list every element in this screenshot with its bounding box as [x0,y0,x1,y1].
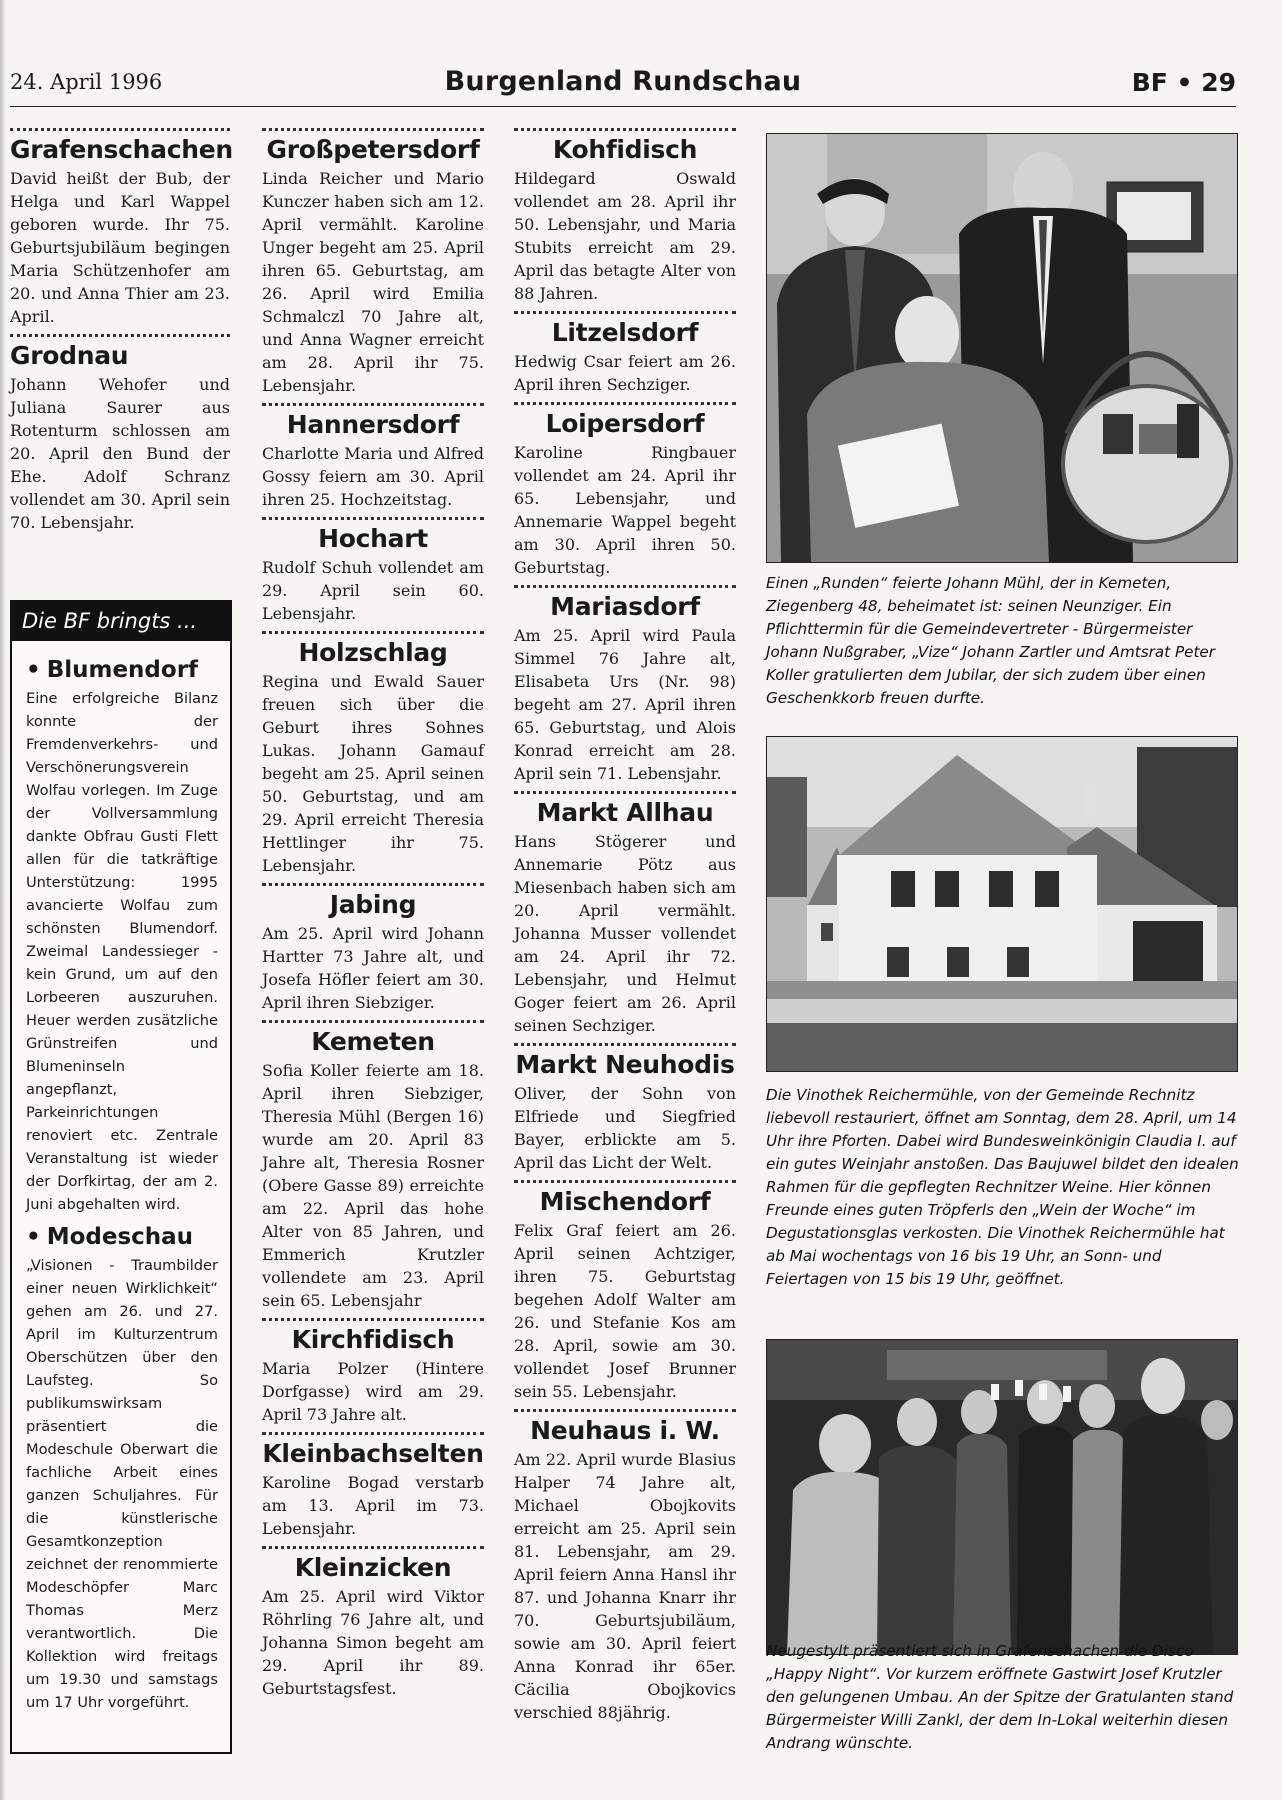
column-3 [514,128,736,1730]
town-heading: Litzelsdorf [551,318,699,347]
town-heading: Neuhaus i. W. [530,1416,720,1445]
photo-caption-birthday: Einen „Runden“ feierte Johann Mühl, der in Kemeten, Ziegenberg 48, beheimatet ist: seinen Neunziger. Ein Pflichttermin für die Gemeindevertreter - Bürgermeister Johann Nußgraber, „Vize“ Johann Zartler und Amtsrat Peter Koller gratulierten dem Jubilar, der sich zudem über einen Geschenkkorb freuen durfte. [766,574,1216,707]
entry-kirchfidisch [262,1318,484,1426]
photo-birthday-illustration [767,134,1237,562]
entry-text: Hans Stögerer und Annemarie Pötz aus Miesenbach haben sich am 20. April vermählt. Johanna Musser vollendet am 24. April ihr 72. Lebensjahr, und Helmut Goger feiert am 26. April seinen Sechziger. [514,832,736,1035]
photo-caption-disco: Neugestylt präsentiert sich in Grafenschachen die Disco „Happy Night“. Vor kurzem eröffnete Gastwirt Josef Krutzler den gelungenen Umbau. An der Spitze der Gratulanten stand Bürgermeister Willi Zankl, der dem In-Lokal weiterhin diesen Andrang wünschte. [766,1642,1234,1752]
dotted-divider [514,1409,736,1412]
issue-date: 24. April 1996 [10,70,163,94]
dotted-divider [10,128,230,131]
dotted-divider [262,517,484,520]
dotted-divider [514,1180,736,1183]
town-heading: Grodnau [10,341,129,370]
dotted-divider [514,402,736,405]
bf-bringts-box [10,600,232,1754]
entry-jabing [262,883,484,1014]
town-heading: Markt Neuhodis [515,1050,735,1079]
dotted-divider [262,631,484,634]
entry-kohfidisch [514,128,736,305]
town-heading: Kleinbachselten [262,1439,484,1468]
town-heading: Großpetersdorf [266,135,480,164]
entry-text: Am 25. April wird Viktor Röhrling 76 Jahre alt, und Johanna Simon begeht am 29. April ihr 89. Geburtstagsfest. [262,1587,484,1698]
page-edge [0,0,6,1800]
column-2 [262,128,484,1706]
entry-hochart [262,517,484,625]
town-heading: Mischendorf [539,1187,711,1216]
newspaper-section-title: Burgenland Rundschau [444,66,802,97]
photo-birthday-jubilee [766,133,1238,563]
entry-text: Maria Polzer (Hintere Dorfgasse) wird am 29. April 73 Jahre alt. [262,1359,484,1424]
entry-loipersdorf [514,402,736,579]
entry-markt-allhau [514,791,736,1037]
bullet-icon: • [26,1224,41,1250]
entry-text: Linda Reicher und Mario Kunczer haben sich am 12. April vermählt. Karoline Unger begeht am 25. April ihren 65. Geburtstag, am 26. April wird Emilia Schmalczl 70 Jahre alt, und Anna Wagner erreicht am 28. April ihr 75. Lebensjahr. [262,169,484,395]
entry-text: Am 25. April wird Johann Hartter 73 Jahre alt, und Josefa Höfler feiert am 30. April ihren Siebziger. [262,924,484,1012]
town-heading: Kleinzicken [294,1553,452,1582]
entry-mischendorf [514,1180,736,1403]
entry-text: Hedwig Csar feiert am 26. April ihren Sechziger. [514,352,736,394]
entry-grodnau [10,334,230,534]
box-item-heading [26,1224,218,1250]
box-item-title: Modeschau [46,1224,194,1250]
page-number: BF • 29 [1131,68,1236,97]
box-body [12,641,230,1714]
entry-text: Johann Wehofer und Juliana Saurer aus Rotenturm schlossen am 20. April den Bund der Ehe. Adolf Schranz vollendet am 30. April sein 70. Lebensjahr. [10,375,230,532]
town-heading: Markt Allhau [536,798,714,827]
dotted-divider [514,1043,736,1046]
town-heading: Jabing [329,890,417,919]
dotted-divider [262,1020,484,1023]
dotted-divider [514,128,736,131]
box-item-text: Eine erfolgreiche Bilanz konnte der Fremdenverkehrs- und Verschönerungsverein Wolfau vorlegen. Im Zuge der Vollversammlung dankte Obfrau Gusti Flett allen für die tatkräftige Unterstützung: 1995 avancierte Wolfau zum schönsten Blumendorf. Zweimal Landessieger - kein Grund, um auf den Lorbeeren auszuruhen. Heuer werden zusätzliche Grünstreifen und Blumeninseln angepflanzt, Parkeinrichtungen renoviert etc. Zentrale Veranstaltung ist wieder der Dorfkirtag, der am 2. Juni abgehalten wird. [26,690,218,1213]
town-heading: Kemeten [311,1027,435,1056]
entry-grosspetersdorf [262,128,484,397]
dotted-divider [262,403,484,406]
photo-vinothek [766,736,1238,1072]
box-title: Die BF bringts ... [12,602,230,641]
entry-grafenschachen [10,128,233,328]
entry-kleinbachselten [262,1432,484,1540]
page-header [10,66,1236,107]
entry-neuhaus [514,1409,736,1724]
box-item-text: „Visionen - Traumbilder einer neuen Wirklichkeit“ gehen am 26. und 27. April im Kulturzentrum Oberschützen über den Laufsteg. So publikumswirksam präsentiert die Modeschule Oberwart die fachliche Arbeit eines ganzen Schuljahres. Für die künstlerische Gesamtkonzeption zeichnet der renommierte Modeschöpfer Marc Thomas Merz verantwortlich. Die Kollektion wird freitags um 19.30 und samstags um 17 Uhr vorgeführt. [26,1257,218,1711]
town-heading: Hochart [318,524,428,553]
photo-disco-illustration [767,1340,1237,1654]
entry-markt-neuhodis [514,1043,736,1174]
entry-text: Felix Graf feiert am 26. April seinen Achtziger, ihren 75. Geburtstag begehen Adolf Walter am 26. und Stefanie Kos am 28. April, sowie am 30. vollendet Josef Brunner sein 55. Lebensjahr. [514,1221,736,1401]
dotted-divider [262,1318,484,1321]
dotted-divider [514,585,736,588]
dotted-divider [262,883,484,886]
town-heading: Mariasdorf [550,592,700,621]
bullet-icon: • [26,657,41,683]
box-item-title: Blumendorf [46,657,199,683]
town-heading: Grafenschachen [10,135,233,164]
entry-kleinzicken [262,1546,484,1700]
entry-text: Oliver, der Sohn von Elfriede und Siegfried Bayer, erblickte am 5. April das Licht der Welt. [514,1084,736,1172]
entry-text: Karoline Ringbauer vollendet am 24. April ihr 65. Lebensjahr, und Annemarie Wappel begeht am 30. April ihren 50. Geburtstag. [514,443,736,577]
photo-caption-vinothek: Die Vinothek Reichermühle, von der Gemeinde Rechnitz liebevoll restauriert, öffnet am Sonntag, dem 28. April, um 14 Uhr ihre Pforten. Dabei wird Bundesweinkönigin Claudia I. auf ein gutes Weinjahr anstoßen. Das Baujuwel bildet den idealen Rahmen für die gepflegten Rechnitzer Weine. Hier können Freunde eines guten Tröpferls den „Wein der Woche“ im Degustationsglas verkosten. Die Vinothek Reichermühle hat ab Mai wochentags von 16 bis 19 Uhr, an Sonn- und Feiertagen von 15 bis 19 Uhr, geöffnet. [766,1086,1239,1288]
town-heading: Hannersdorf [286,410,460,439]
entry-text: Charlotte Maria und Alfred Gossy feiern am 30. April ihren 25. Hochzeitstag. [262,444,484,509]
box-item-heading [26,657,218,683]
dotted-divider [514,791,736,794]
town-heading: Kirchfidisch [291,1325,455,1354]
dotted-divider [262,1432,484,1435]
entry-text: Hildegard Oswald vollendet am 28. April ihr 50. Lebensjahr, und Maria Stubits erreicht am 29. April das betagte Alter von 88 Jahren. [514,169,736,303]
town-heading: Holzschlag [298,638,448,667]
entry-text: Am 25. April wird Paula Simmel 76 Jahre alt, Elisabeta Urs (Nr. 98) begeht am 27. April ihren 65. Geburtstag, und Alois Konrad erreicht am 28. April sein 71. Lebensjahr. [514,626,736,783]
dotted-divider [10,334,230,337]
entry-hannersdorf [262,403,484,511]
photo-disco [766,1339,1238,1655]
entry-mariasdorf [514,585,736,785]
entry-text: Karoline Bogad verstarb am 13. April im 73. Lebensjahr. [262,1473,484,1538]
photo-vinothek-illustration [767,737,1237,1071]
entry-text: David heißt der Bub, der Helga und Karl Wappel geboren wurde. Ihr 75. Geburtsjubiläum begingen Maria Schützenhofer am 20. und Anna Thier am 23. April. [10,169,230,326]
column-1 [10,128,233,540]
entry-text: Regina und Ewald Sauer freuen sich über die Geburt ihres Sohnes Lukas. Johann Gamauf begeht am 25. April seinen 50. Geburtstag, und am 29. April erreicht Theresia Hettlinger ihr 75. Lebensjahr. [262,672,484,875]
entry-text: Am 22. April wurde Blasius Halper 74 Jahre alt, Michael Obojkovits erreicht am 25. April sein 81. Lebensjahr, am 29. April feiern Anna Hansl ihr 87. und Johanna Knarr ihr 70. Geburtsjubiläum, sowie am 30. April feiert Anna Konrad ihr 65er. Cäcilia Obojkovics verschied 88jährig. [514,1450,736,1722]
dotted-divider [262,1546,484,1549]
dotted-divider [514,311,736,314]
entry-holzschlag [262,631,484,877]
town-heading: Loipersdorf [545,409,705,438]
entry-text: Rudolf Schuh vollendet am 29. April sein 60. Lebensjahr. [262,558,484,623]
entry-text: Sofia Koller feierte am 18. April ihren Siebziger, Theresia Mühl (Bergen 16) wurde am 20. April 83 Jahre alt, Theresia Rosner (Obere Gasse 89) erreichte am 22. April das hohe Alter von 85 Jahren, und Emmerich Krutzler vollendete am 23. April sein 65. Lebensjahr [262,1061,484,1310]
dotted-divider [262,128,484,131]
entry-kemeten [262,1020,484,1312]
entry-litzelsdorf [514,311,736,396]
town-heading: Kohfidisch [552,135,698,164]
